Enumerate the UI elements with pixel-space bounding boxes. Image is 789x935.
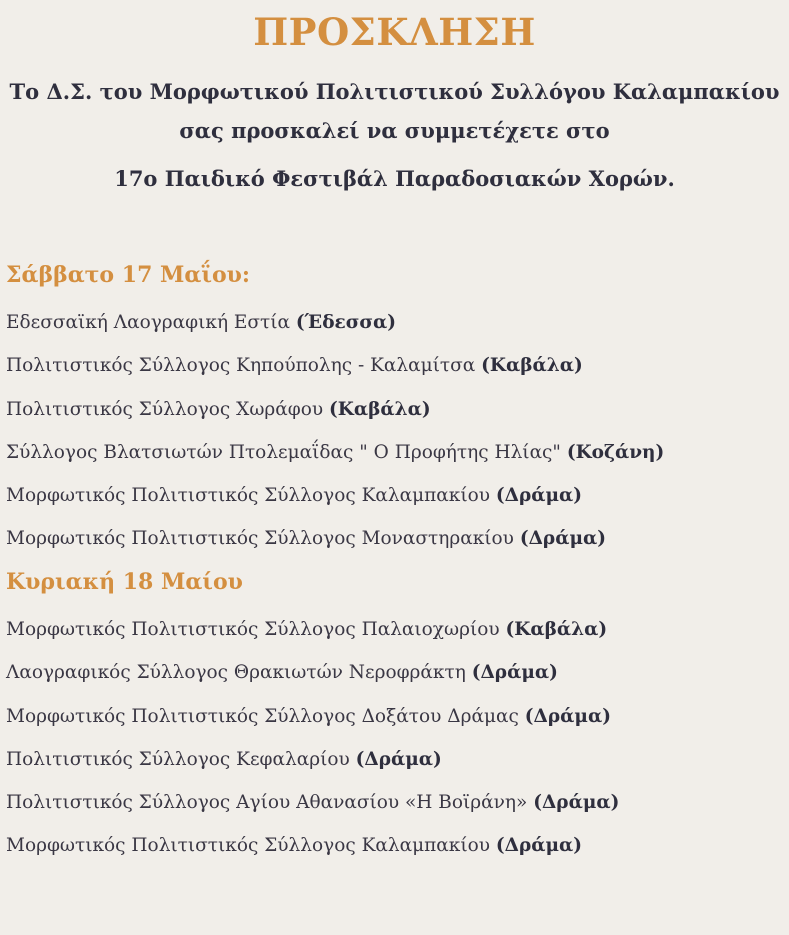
list-item [6,704,619,747]
club-name: Μορφωτικός Πολιτιστικός Σύλλογος Δοξάτου Δράμας [6,705,519,727]
club-place: (Δράμα) [533,792,620,814]
club-name: Πολιτιστικός Σύλλογος Αγίου Αθανασίου «Η Βοϊράνη» [6,792,528,814]
club-place: (Κοζάνη) [566,441,665,463]
club-place: (Καβάλα) [505,619,608,640]
saturday-list [6,310,664,570]
club-name: Εδεσσαϊκή Λαογραφική Εστία [6,312,291,333]
club-place: (Δράμα) [495,835,583,857]
saturday-heading: Σάββατο 17 Μαΐου: [6,262,251,288]
list-item [6,617,619,660]
club-place: (Δράμα) [524,705,611,727]
club-name: Πολιτιστικός Σύλλογος Κηπούπολης - Καλαμίτσα [6,355,476,377]
club-place: (Καβάλα) [329,398,431,420]
list-item [6,440,664,483]
list-item [6,483,664,526]
club-place: (Καβάλα) [481,355,583,377]
list-item [6,397,664,440]
club-name: Λαογραφικός Σύλλογος Θρακιωτών Νεροφράκτη [6,662,466,684]
intro-line-3: 17ο Παιδικό Φεστιβάλ Παραδοσιακών Χορών. [114,166,675,191]
sunday-heading: Κυριακή 18 Μαίου [6,569,243,595]
club-name: Μορφωτικός Πολιτιστικός Σύλλογος Καλαμπακίου [6,835,490,857]
list-item [6,747,619,790]
page-title: ΠΡΟΣΚΛΗΣΗ [253,10,536,54]
club-name: Μορφωτικός Πολιτιστικός Σύλλογος Μοναστηρακίου [6,528,514,550]
club-place: (Δράμα) [355,748,442,770]
club-name: Πολιτιστικός Σύλλογος Χωράφου [6,398,324,420]
club-place: (Έδεσσα) [295,312,397,333]
list-item [6,353,664,396]
club-name: Μορφωτικός Πολιτιστικός Σύλλογος Καλαμπακίου [6,485,490,507]
club-place: (Δράμα) [471,662,558,684]
club-place: (Δράμα) [495,485,583,507]
intro-line-1: Το Δ.Σ. του Μορφωτικού Πολιτιστικού Συλλόγου Καλαμπακίου [9,79,780,104]
list-item [6,660,619,703]
intro-line-2: σας προσκαλεί να συμμετέχετε στο [179,118,610,143]
list-item [6,310,664,353]
sunday-list [6,617,619,877]
list-item [6,833,619,876]
list-item [6,790,619,833]
list-item [6,526,664,569]
club-name: Σύλλογος Βλατσιωτών Πτολεμαΐδας " Ο Προφήτης Ηλίας" [6,441,561,463]
club-name: Μορφωτικός Πολιτιστικός Σύλλογος Παλαιοχωρίου [6,619,500,640]
club-name: Πολιτιστικός Σύλλογος Κεφαλαρίου [6,748,350,770]
club-place: (Δράμα) [519,528,606,550]
